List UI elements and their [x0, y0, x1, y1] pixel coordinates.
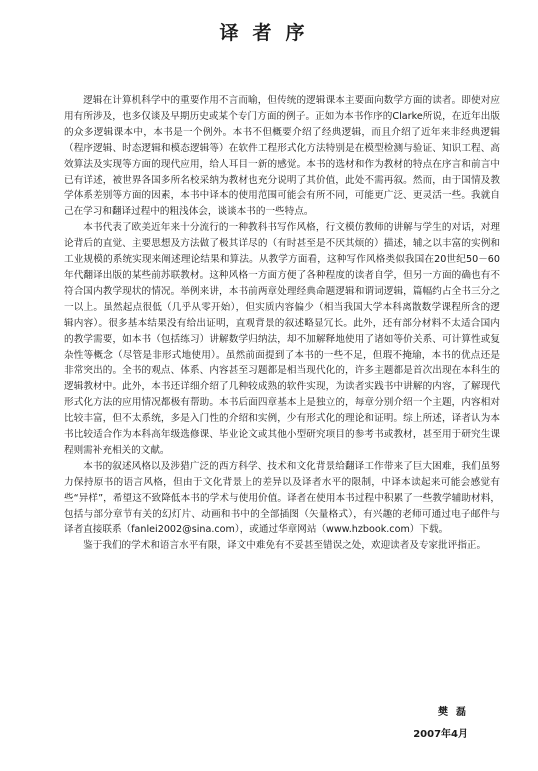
paragraph: 鉴于我们的学术和语言水平有限，译文中难免有不妥甚至错误之处，欢迎读者及专家批评指正。 — [83, 540, 487, 552]
paragraph: 本书代表了欧美近年来十分流行的一种教科书写作风格，行文模仿教师的讲解与学生的对话，对理论背后的直觉、主要思想及方法做了极其详尽的（有时甚至是不厌其烦的）描述，辅之以丰富的实例和工业规模的系统实现来阐述理论结果和算法。从教学方面看，这种写作风格类似我国在20世纪50－60年代翻译出版的某些前苏联教材。这种风格一方面方便了各种程度的读者自学，但另一方面的确也有不符合国内教学现状的情况。举例来讲，本书前两章处理经典命题逻辑和谓词逻辑，篇幅约占全书三分之一以上。虽然起点很低（几乎从零开始），但实质内容偏少（相当我国大学本科离散数学课程所含的逻辑内容）。很多基本结果没有给出证明，直观背景的叙述略显冗长。此外，还有部分材料不太适合国内的教学需要，如本书（包括练习）讲解数学归纳法，却不加解释地使用了诸如等价关系、可计算性或复杂性等概念（尽管是非形式地使用）。虽然前面提到了本书的一些不足，但瑕不掩瑜，本书的优点还是非常突出的。全书的观点、体系、内容甚至习题都是相当现代化的，许多主题都是首次出现在本科生的逻辑教材中。此外，本书还详细介绍了几种较成熟的软件实现，为读者实践书中讲解的内容，了解现代形式化方法的应用情况都极有帮助。本书后面四章基本上是独立的，每章分别介绍一个主题，内容相对比较丰富，但不太系统，多是入门性的介绍和实例，少有形式化的理论和证明。综上所述，译者认为本书比较适合作为本科高年级选修课、毕业论文或其他小型研究项目的参考书或教材，甚至用于研究生课程则需补充相关的文献。 — [64, 222, 500, 456]
translator-name: 樊磊 — [438, 707, 474, 718]
page-title: 译者序 — [219, 22, 319, 44]
signature-date: 2007年4月 — [413, 729, 468, 740]
preface-body — [64, 93, 500, 554]
paragraph: 逻辑在计算机科学中的重要作用不言而喻，但传统的逻辑课本主要面向数学方面的读者。即使对应用有所涉及，也多仅谈及早期历史或某个专门方面的例子。正如为本书作序的Clarke所说，在近年出版的众多逻辑课本中，本书是一个例外。本书不但概要介绍了经典逻辑，而且介绍了近年来非经典逻辑（程序逻辑、时态逻辑和模态逻辑等）在软件工程形式化方法特别是在模型检测与验证、知识工程、高效算法及实现等方面的现代应用，给人耳目一新的感觉。本书的选材和作为教材的特点在序言和前言中已有详述，被世界各国多所名校采纳为教材也充分说明了其价值，此处不需再叙。然而，由于国情及教学体系差别等方面的因素，本书中译本的使用范围可能会有所不同，可能更广泛、更灵活一些。我就自己在学习和翻译过程中的粗浅体会，谈谈本书的一些特点。 — [64, 95, 500, 218]
paragraph: 本书的叙述风格以及涉猎广泛的西方科学、技术和文化背景给翻译工作带来了巨大困难，我们虽努力保持原书的语言风格，但由于文化背景上的差异以及译者水平的限制，中译本读起来可能会感觉有些“异样”，希望这不致降低本书的学术与使用价值。译者在使用本书过程中积累了一些教学辅助材料，包括与部分章节有关的幻灯片、动画和书中的全部插图（矢量格式），有兴趣的老师可通过电子邮件与译者直接联系（fanlei2002@sina.com），或通过华章网站（www.hzbook.com）下载。 — [64, 460, 500, 536]
